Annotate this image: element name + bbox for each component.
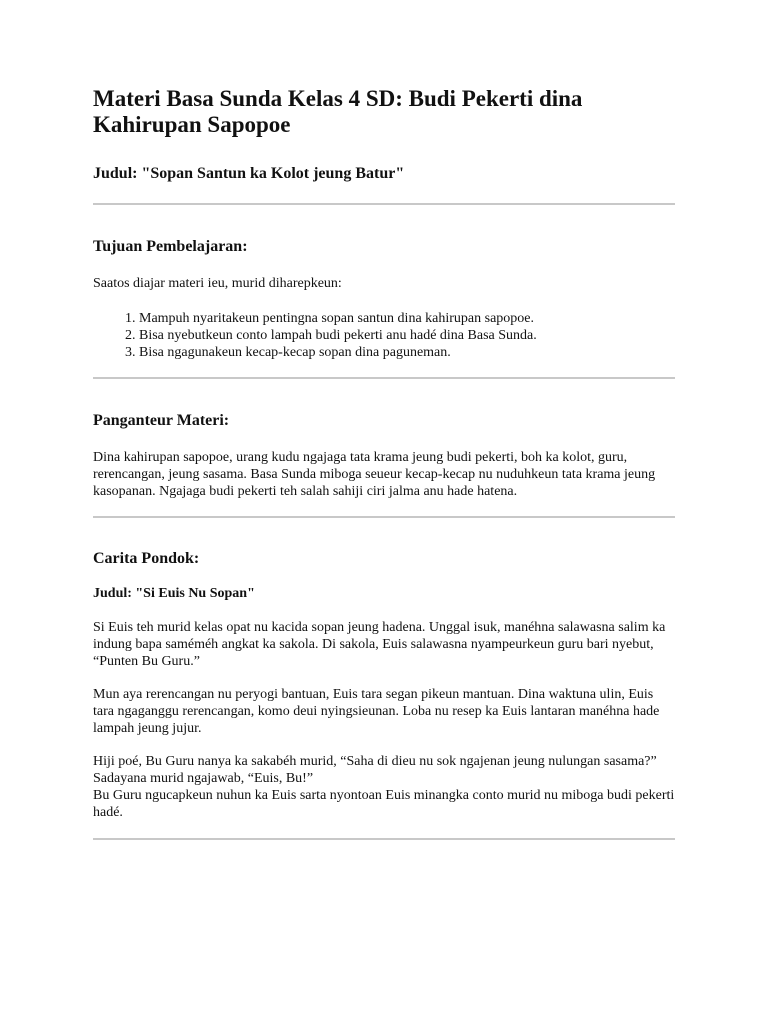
panganteur-text: Dina kahirupan sapopoe, urang kudu ngajaga tata krama jeung budi pekerti, boh ka kolot, guru, rerencangan, jeung sasama. Basa Sunda miboga seueur kecap-kecap nu nuduhkeun tata krama jeung kasopanan. Ngajaga budi pekerti teh salah sahiji ciri jalma anu hade hatena. bbox=[93, 450, 656, 499]
carita-paragraph-2: Mun aya rerencangan nu peryogi bantuan, Euis tara segan pikeun mantuan. Dina waktuna ulin, Euis tara ngaganggu rerencangan, komo deui nyingsieunan. Loba nu resep ka Euis lantaran manéhna hade lampah jeung jujur. bbox=[93, 687, 660, 736]
list-item: 2. Bisa nyebutkeun conto lampah budi pekerti anu hadé dina Basa Sunda. bbox=[139, 327, 675, 344]
section-heading-tujuan: Tujuan Pembelajaran: bbox=[93, 238, 248, 255]
document-subtitle: Judul: "Sopan Santun ka Kolot jeung Batur" bbox=[93, 165, 405, 182]
carita-paragraph-1: Si Euis teh murid kelas opat nu kacida sopan jeung hadena. Unggal isuk, manéhna salawasna salim ka indung bapa saméméh angkat ka sakola. Di sakola, Euis salawasna nyampeurkeun guru bari nyebut, “Punten Bu Guru.” bbox=[93, 620, 666, 669]
section-heading-carita: Carita Pondok: bbox=[93, 550, 200, 567]
divider bbox=[93, 516, 675, 518]
section-panganteur bbox=[93, 411, 675, 500]
carita-line: Sadayana murid ngajawab, “Euis, Bu!” bbox=[93, 771, 314, 786]
tujuan-list bbox=[93, 310, 675, 361]
document-title: Materi Basa Sunda Kelas 4 SD: Budi Pekerti dina Kahirupan Sapopoe bbox=[93, 86, 583, 137]
list-item: 3. Bisa ngagunakeun kecap-kecap sopan dina paguneman. bbox=[139, 344, 675, 361]
divider bbox=[93, 838, 675, 840]
tujuan-intro: Saatos diajar materi ieu, murid diharepkeun: bbox=[93, 276, 342, 291]
section-heading-panganteur: Panganteur Materi: bbox=[93, 412, 230, 429]
carita-line: Bu Guru ngucapkeun nuhun ka Euis sarta nyontoan Euis minangka conto murid nu miboga budi pekerti hadé. bbox=[93, 788, 675, 820]
section-carita bbox=[93, 549, 675, 821]
divider bbox=[93, 377, 675, 379]
carita-line: Hiji poé, Bu Guru nanya ka sakabéh murid, “Saha di dieu nu sok ngajenan jeung nulungan sasama?” bbox=[93, 754, 657, 769]
carita-paragraph-3 bbox=[93, 753, 675, 821]
carita-judul: Judul: "Si Euis Nu Sopan" bbox=[93, 586, 255, 601]
divider bbox=[93, 203, 675, 205]
list-item: 1. Mampuh nyaritakeun pentingna sopan santun dina kahirupan sapopoe. bbox=[139, 310, 675, 327]
section-tujuan bbox=[93, 237, 675, 361]
